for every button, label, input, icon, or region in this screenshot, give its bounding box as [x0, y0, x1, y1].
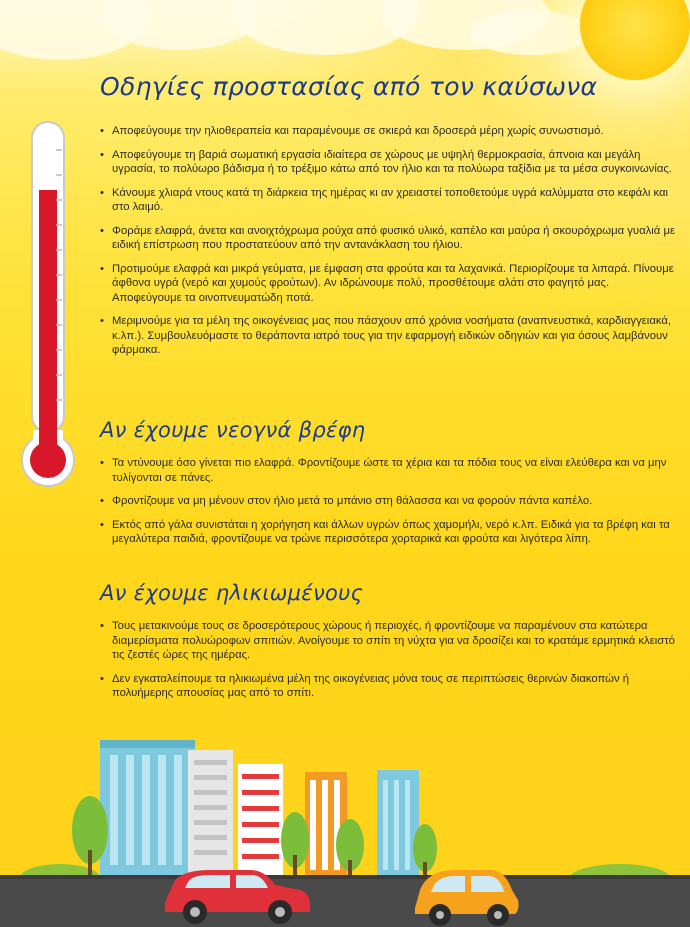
list-item: • Δεν εγκαταλείπουμε τα ηλικιωμένα μέλη της οικογένειας μόνα τους σε περιπτώσεις θερινών διακοπών ή πολυήμερης απουσίας μας από το σπίτι.: [100, 672, 680, 701]
list-item: • Προτιμούμε ελαφρά και μικρά γεύματα, με έμφαση στα φρούτα και τα λαχανικά. Περιορίζουμε τα λιπαρά. Πίνουμε άφθονα υγρά (νερό και χυμούς φρούτων). Αν ιδρώνουμε πολύ, προσθέτουμε αλάτι στο φαγητό μας. Αποφεύγουμε τα οινοπνευματώδη ποτά.: [100, 262, 680, 306]
page-title: Οδηγίες προστασίας από τον καύσωνα: [100, 72, 598, 101]
list-item: • Μεριμνούμε για τα μέλη της οικογένειας μας που πάσχουν από χρόνια νοσήματα (αναπνευστικά, καρδιαγγειακά, κ.λπ.). Συμβουλευόμαστε το θεράποντα ιατρό τους για την εφαρμογή ειδικών οδηγιών και για όσους λαμβάνουν φάρμακα.: [100, 314, 680, 358]
list-item: • Φροντίζουμε να μη μένουν στον ήλιο μετά το μπάνιο στη θάλασσα και να φορούν πάντα καπέλο.: [100, 494, 680, 509]
list-item: • Κάνουμε χλιαρά ντους κατά τη διάρκεια της ημέρας κι αν χρειαστεί τοποθετούμε υγρά καλύμματα στο κεφάλι και στο λαιμό.: [100, 186, 680, 215]
list-item: • Αποφεύγουμε την ηλιοθεραπεία και παραμένουμε σε σκιερά και δροσερά μέρη χωρίς συνωστισμό.: [100, 124, 680, 139]
sun-icon: [580, 0, 690, 80]
elderly-tips-list: [100, 619, 680, 710]
list-item: • Φοράμε ελαφρά, άνετα και ανοιχτόχρωμα ρούχα από φυσικό υλικό, καπέλο και μαύρα ή σκουρόχρωμα γυαλιά με ειδική επίστρωση που προστατεύουν από την αντανάκλαση του ήλιου.: [100, 224, 680, 253]
babies-heading: Αν έχουμε νεογνά βρέφη: [100, 418, 366, 442]
elderly-heading: Αν έχουμε ηλικιωμένους: [100, 581, 364, 605]
list-item: • Αποφεύγουμε τη βαριά σωματική εργασία ιδιαίτερα σε χώρους με υψηλή θερμοκρασία, άπνοια και μεγάλη υγρασία, το πολύωρο βάδισμα ή το τρέξιμο κάτω από τον ήλιο και τα πολύωρα ταξίδια με τα μέσα συγκοινωνίας.: [100, 148, 680, 177]
thermometer-icon: [18, 120, 78, 490]
general-tips-list: [100, 124, 680, 367]
city-illustration: [0, 730, 690, 927]
cloud: [470, 10, 590, 55]
list-item: • Τους μετακινούμε τους σε δροσερότερους χώρους ή περιοχές, ή φροντίζουμε να παραμένουν στα κατώτερα διαμερίσματα πολυώροφων σπιτιών. Ανοίγουμε το σπίτι τη νύχτα για να δροσίζει και το κρατάμε ερμητικά κλειστό τις ζεστές ώρες της ημέρας.: [100, 619, 680, 663]
babies-tips-list: [100, 456, 680, 556]
list-item: • Εκτός από γάλα συνιστάται η χορήγηση και άλλων υγρών όπως χαμομήλι, νερό κ.λπ. Ειδικά για τα βρέφη και τα μεγαλύτερα παιδιά, φροντίζουμε να τρώνε περισσότερα χορταρικά και φρούτα και λιγότερα λίπη.: [100, 518, 680, 547]
list-item: • Τα ντύνουμε όσο γίνεται πιο ελαφρά. Φροντίζουμε ώστε τα χέρια και τα πόδια τους να είναι ελεύθερα και να μην τυλίγονται σε πάνες.: [100, 456, 680, 485]
